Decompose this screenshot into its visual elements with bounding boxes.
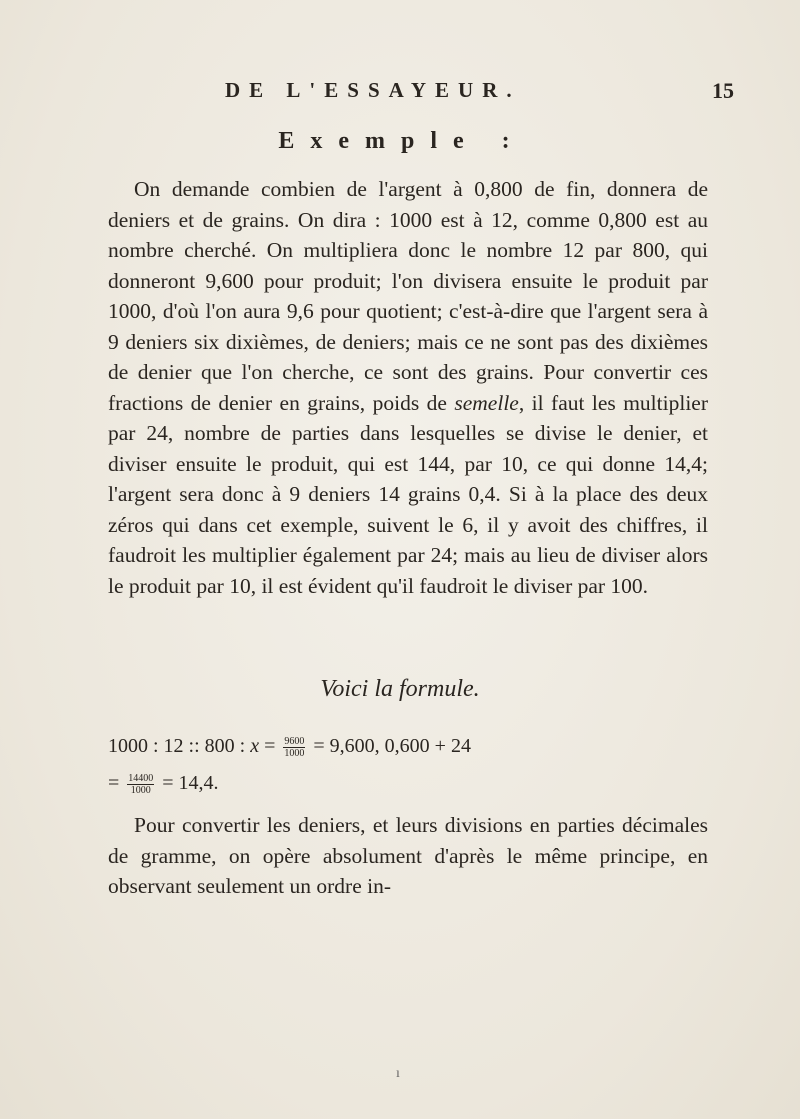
fraction-2-numerator: 14400 bbox=[128, 772, 154, 784]
formula-result-2: = 14,4. bbox=[162, 772, 219, 794]
formula-line-1 bbox=[108, 735, 728, 759]
running-head bbox=[0, 78, 800, 108]
closing-paragraph bbox=[108, 810, 708, 902]
formula-equals: = bbox=[264, 735, 276, 757]
page-mark: ı bbox=[396, 1066, 400, 1081]
fraction-2-denominator: 1000 bbox=[130, 784, 151, 796]
formula-variable: x bbox=[250, 735, 260, 757]
formula-fraction-2 bbox=[127, 773, 154, 796]
formula-line-2 bbox=[108, 772, 728, 796]
formula-fraction-1 bbox=[283, 736, 305, 759]
fraction-1-numerator: 9600 bbox=[284, 735, 305, 747]
body-italic-word: semelle bbox=[454, 390, 519, 415]
section-heading: Exemple : bbox=[278, 128, 526, 154]
formula-result-1: = 9,600, 0,600 + 24 bbox=[313, 735, 471, 757]
fraction-1-denominator: 1000 bbox=[284, 747, 305, 759]
running-title: DE L'ESSAYEUR. bbox=[225, 78, 521, 102]
formula-equals-2: = bbox=[108, 772, 120, 794]
body-text-part2: , il faut les multiplier par 24, nombre de parties dans lesquelles se divise le denier, et diviser ensuite le produit, qui est 144, par 10, ce qui donne 14,4; l'argent sera donc à 9 deniers 14 grains 0,4. Si à la place des deux zéros qui dans cet exemple, suivent le 6, il y avoit des chiffres, il faudroit les multiplier également par 24; mais au lieu de diviser alors le produit par 10, il est évident qu'il faudroit le diviser par 100. bbox=[108, 390, 709, 598]
body-text-part1: On demande combien de l'argent à 0,800 de fin, donnera de deniers et de grains. On dira : 1000 est à 12, comme 0,800 est au nombre cherché. On multipliera donc le nombre 12 par 800, qui donneront 9,600 pour produit; l'on divisera ensuite le produit par 1000, d'où l'on aura 9,6 pour quotient; c'est-à-dire que l'argent sera à 9 deniers six dixièmes, de deniers; mais ce ne sont pas des dixièmes de denier que l'on cherche, ce sont des grains. Pour convertir ces fractions de denier en grains, poids de bbox=[108, 177, 708, 415]
closing-paragraph-text: Pour convertir les deniers, et leurs divisions en parties décimales de gramme, on opère absolument d'après le même principe, en observant seulement un ordre in- bbox=[108, 813, 708, 898]
formula-subheading: Voici la formule. bbox=[320, 676, 480, 702]
page-number: 15 bbox=[712, 78, 734, 103]
body-paragraph bbox=[108, 174, 708, 601]
formula-proportion: 1000 : 12 :: 800 : bbox=[108, 735, 246, 757]
